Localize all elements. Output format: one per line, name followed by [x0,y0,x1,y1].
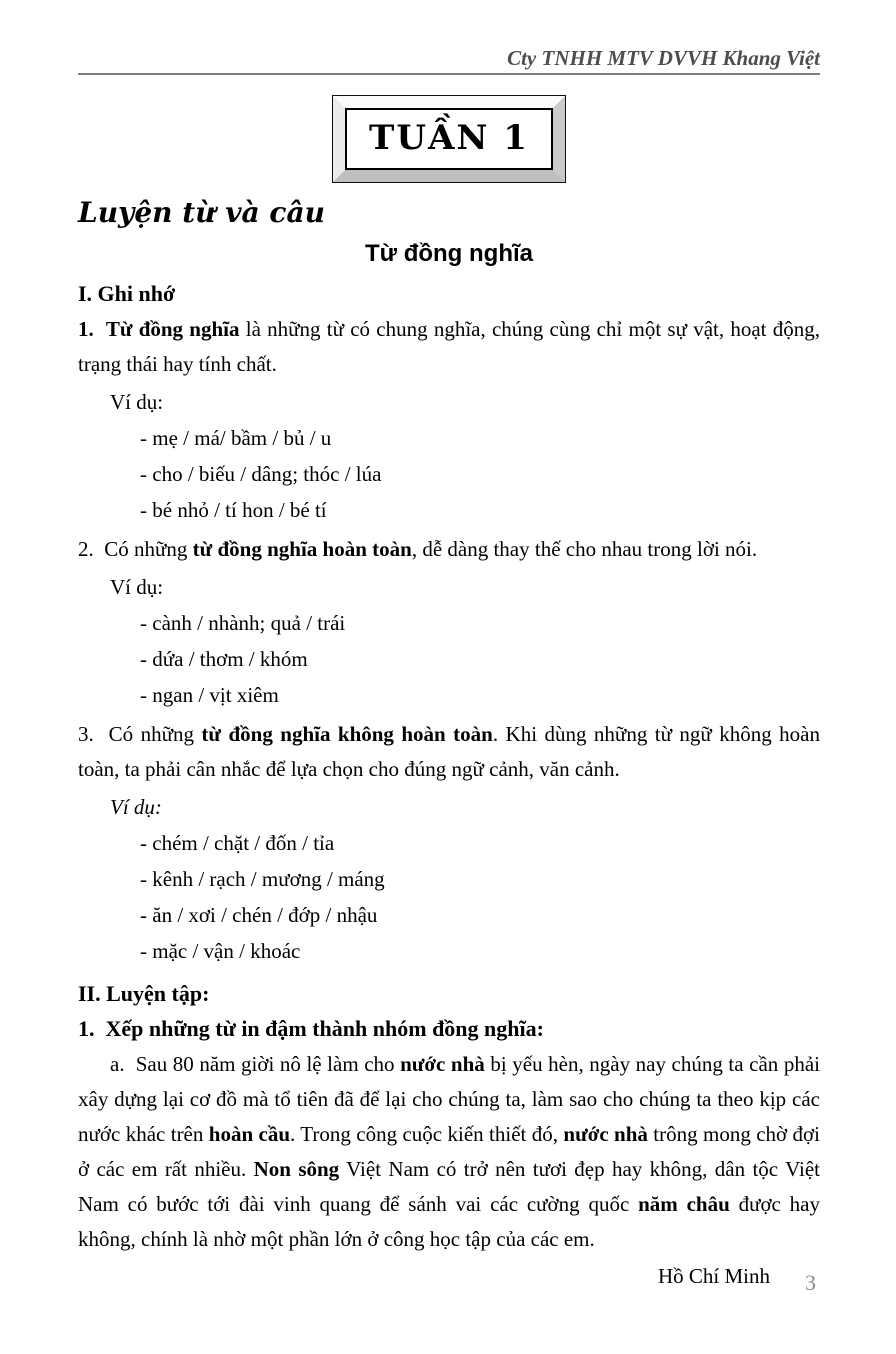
example-label-1: Ví dụ: [110,390,164,414]
page-number: 3 [805,1270,816,1295]
example-label-2: Ví dụ: [110,575,164,599]
example-list-2 [78,606,820,713]
page-header [78,46,820,70]
example-line: - mặc / vận / khoác [140,939,301,963]
text-run: từ đồng nghĩa hoàn toàn [192,537,412,561]
memo-point-2 [78,532,820,567]
text-run: 3. Có những [78,722,202,746]
passage-author: Hồ Chí Minh [657,1264,770,1288]
example-line: - ngan / vịt xiêm [140,683,279,707]
example-list-1 [78,421,820,528]
example-line: - ăn / xơi / chén / đớp / nhậu [140,903,378,927]
text-run: , dễ dàng thay thế cho nhau trong lời nói. [411,537,758,561]
text-run: 2. Có những [78,537,193,561]
text-run: là những từ có chung nghĩa, chúng cùng chỉ một sự vật, hoạt động, trạng thái hay tính chất. [78,317,820,376]
section-heading-practice: II. Luyện tập: [78,981,210,1006]
text-run: . Trong công cuộc kiến thiết đó, [290,1122,564,1146]
text-run: trông mong chờ đợi ở các em rất nhiều. [78,1122,820,1181]
week-title-box [332,95,566,183]
example-line: - dứa / thơm / khóm [140,647,308,671]
text-run: năm châu [638,1192,730,1216]
text-run: nước nhà [400,1052,485,1076]
example-line: - cành / nhành; quả / trái [140,611,346,635]
exercise-heading: 1. Xếp những từ in đậm thành nhóm đồng nghĩa: [78,1016,544,1041]
section-heading-memo: I. Ghi nhớ [78,281,176,306]
text-run: nước nhà [563,1122,648,1146]
week-title-bevel [333,96,565,182]
lesson-category-heading: Luyện từ và câu [78,196,325,229]
example-line: - cho / biếu / dâng; thóc / lúa [140,462,382,486]
example-line: - kênh / rạch / mương / máng [140,867,385,891]
header-rule [78,73,820,75]
memo-point-3 [78,717,820,787]
example-list-3 [78,826,820,969]
text-run: hoàn cầu [208,1122,291,1146]
company-name: Cty TNHH MTV DVVH Khang Việt [507,46,820,70]
example-line: - mẹ / má/ bầm / bủ / u [140,426,332,450]
exercise-passage [78,1047,820,1257]
text-run: được hay không, chính là nhờ một phần lớn ở công học tập của các em. [78,1192,821,1251]
text-run: 1. Từ đồng nghĩa [78,317,240,341]
memo-point-1 [78,312,820,382]
example-label-3: Ví dụ: [110,795,162,819]
lesson-title: Từ đồng nghĩa [364,240,533,267]
week-title-label: TUẦN 1 [345,108,553,170]
text-run: bị yếu hèn, ngày nay chúng ta cần phải xây dựng lại cơ đồ mà tổ tiên đã để lại cho chúng ta, làm sao cho chúng ta theo kịp các nước khác trên [78,1052,821,1146]
text-run: . Khi dùng những từ ngữ không hoàn toàn, ta phải cân nhắc để lựa chọn cho đúng ngữ cảnh, văn cảnh. [78,722,821,781]
text-run: a. Sau 80 năm giời nô lệ làm cho [110,1052,401,1076]
text-run: từ đồng nghĩa không hoàn toàn [201,722,493,746]
example-line: - bé nhỏ / tí hon / bé tí [140,498,327,522]
text-run: Non sông [253,1157,340,1181]
text-run: Việt Nam có trở nên tươi đẹp hay không, dân tộc Việt Nam có bước tới đài vinh quang để sánh vai các cường quốc [78,1157,820,1216]
example-line: - chém / chặt / đốn / tỉa [140,831,335,855]
